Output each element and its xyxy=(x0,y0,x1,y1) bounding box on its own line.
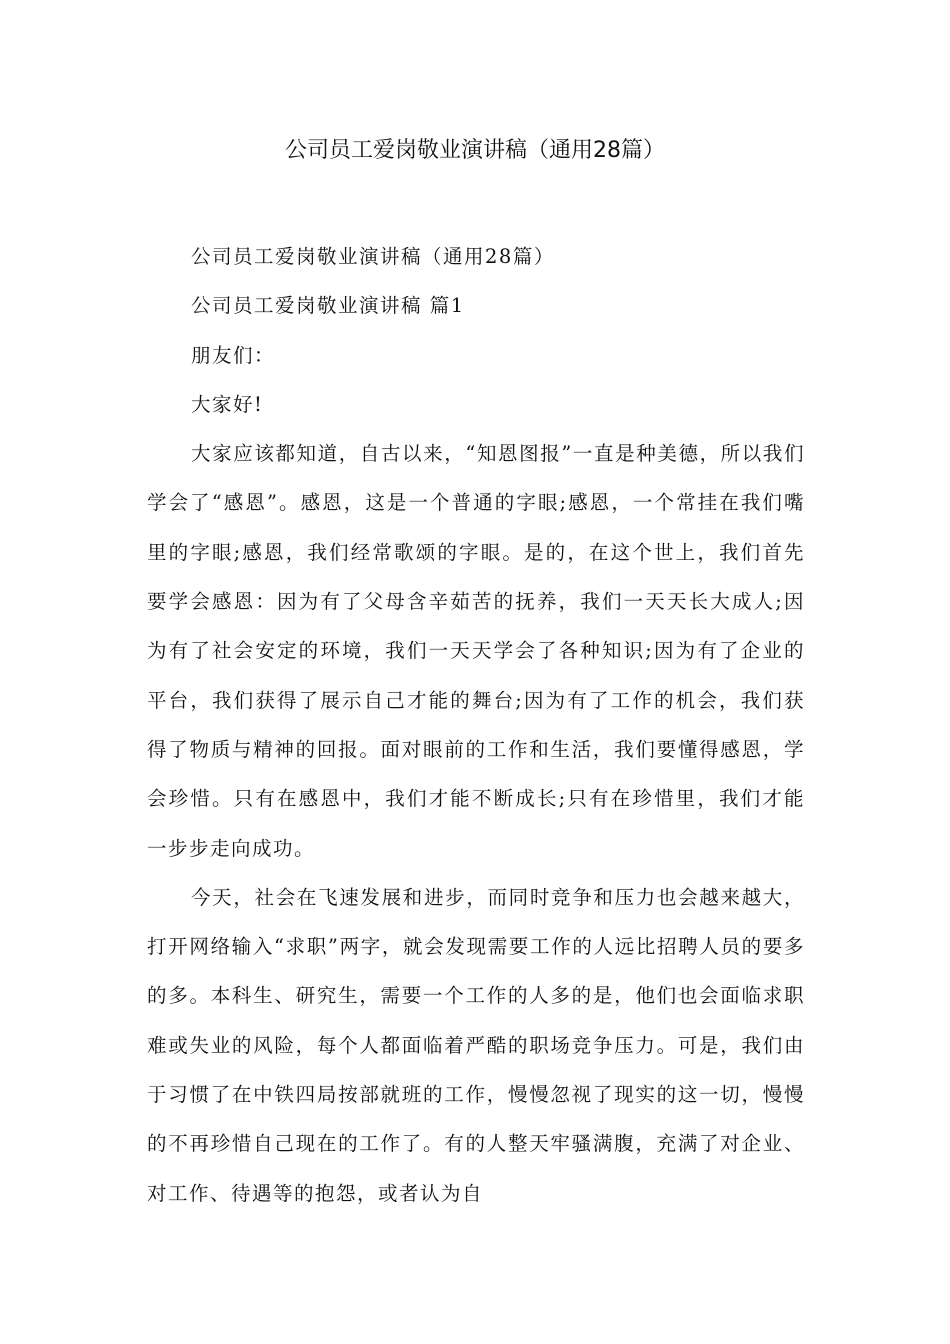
paragraph-body-1: 大家应该都知道，自古以来，“知恩图报”一直是种美德，所以我们学会了“感恩”。感恩，这是一个普通的字眼;感恩，一个常挂在我们嘴里的字眼;感恩，我们经常歌颂的字眼。是的，在这个世上，我们首先要学会感恩：因为有了父母含辛茹苦的抚养，我们一天天长大成人;因为有了社会安定的环境，我们一天天学会了各种知识;因为有了企业的平台，我们获得了展示自己才能的舞台;因为有了工作的机会，我们获得了物质与精神的回报。面对眼前的工作和生活，我们要懂得感恩，学会珍惜。只有在感恩中，我们才能不断成长;只有在珍惜里，我们才能一步步走向成功。 xyxy=(147,442,805,860)
paragraph-body-2: 今天，社会在飞速发展和进步，而同时竞争和压力也会越来越大，打开网络输入“求职”两字，就会发现需要工作的人远比招聘人员的要多的多。本科生、研究生，需要一个工作的人多的是，他们也会面临求职难或失业的风险，每个人都面临着严酷的职场竞争压力。可是，我们由于习惯了在中铁四局按部就班的工作，慢慢忽视了现实的这一切，慢慢的不再珍惜自己现在的工作了。有的人整天牢骚满腹，充满了对企业、对工作、待遇等的抱怨，或者认为自 xyxy=(147,885,805,1205)
document-body xyxy=(147,232,805,1218)
paragraph-repeat-title: 公司员工爱岗敬业演讲稿（通用28篇） xyxy=(191,245,555,268)
paragraph-salutation: 朋友们： xyxy=(191,343,276,367)
document-title: 公司员工爱岗敬业演讲稿（通用28篇） xyxy=(285,138,665,163)
paragraph-greeting: 大家好! xyxy=(191,392,264,416)
paragraph-section-heading: 公司员工爱岗敬业演讲稿 篇1 xyxy=(191,294,465,318)
